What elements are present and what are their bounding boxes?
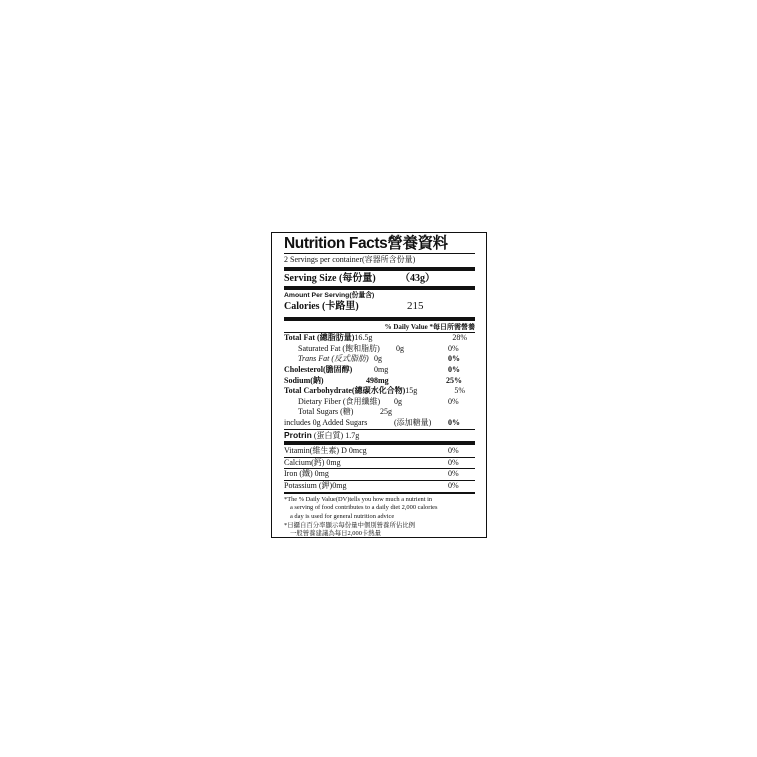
footnote-english (284, 496, 475, 522)
nutrient-amount: 0mg (374, 364, 389, 374)
nutrient-amount: 0g (394, 396, 402, 406)
nutrient-dv: 0% (448, 417, 460, 427)
vitamin-name: Calcium(鈣) 0mg (284, 457, 341, 467)
nutrient-amount: 15g (405, 386, 418, 396)
daily-value-header: % Daily Value *每日所需營養 (384, 322, 475, 331)
vitamin-dv: 0% (448, 446, 459, 456)
nutrient-amount: (蛋白質) 1.7g (313, 430, 360, 440)
nutrient-sodium (284, 376, 475, 387)
nutrient-dv: 0% (448, 364, 460, 374)
nutrient-dv: 0% (448, 343, 459, 353)
divider (284, 441, 475, 445)
footnote-line: *日攝自百分率顯示每份量中個別營養所佔比例 (284, 521, 416, 529)
vitamin-name: Vitamin(維生素) D 0mcg (284, 446, 367, 456)
nutrient-total-carbohydrate (284, 386, 475, 397)
divider (284, 267, 475, 271)
label-title: Nutrition Facts營養資料 (284, 235, 448, 252)
nutrient-amount: 16.5g (354, 333, 373, 343)
nutrient-name: Total Sugars (糖) (298, 407, 354, 417)
nutrient-added-sugars (284, 418, 475, 429)
nutrient-name: Cholesterol(膽固醇) (284, 364, 353, 374)
calories-row (284, 300, 475, 313)
nutrient-name: Sodium(鈉) (284, 375, 324, 385)
nutrition-facts-label (271, 232, 487, 538)
nutrient-amount: 498mg (366, 375, 389, 385)
vitamin-dv: 0% (448, 457, 459, 467)
footnote-chinese (284, 522, 475, 539)
vitamin-name: Iron (鐵) 0mg (284, 469, 329, 479)
serving-size-label: Serving Size (每份量) (284, 272, 376, 284)
nutrient-amount: 0g (396, 343, 404, 353)
calories-label: Calories (卡路里) (284, 300, 359, 312)
footnote-line: 一般營養建議為每日2,000卡熱量 (290, 530, 382, 538)
vitamin-name: Potassium (鉀)0mg (284, 480, 347, 490)
footnote-line: a day is used for general nutrition advice (290, 512, 395, 520)
nutrient-total-sugars (284, 407, 475, 418)
serving-size-row (284, 272, 475, 285)
nutrient-name: Total Fat (總脂肪量) (284, 333, 355, 343)
servings-per-container: 2 Servings per container(容器所含份量) (284, 255, 416, 264)
nutrient-total-fat (284, 333, 475, 344)
divider (284, 253, 475, 254)
serving-size-value: （43g） (400, 272, 435, 284)
nutrient-saturated-fat (284, 344, 475, 355)
nutrient-cholesterol (284, 365, 475, 376)
nutrient-dv: 28% (452, 333, 467, 343)
divider (284, 317, 475, 321)
divider (284, 286, 475, 290)
nutrient-name: Total Carbohydrate(總碳水化合物) (284, 386, 406, 396)
nutrient-dv: 5% (454, 386, 465, 396)
vitamin-dv: 0% (448, 469, 459, 479)
iron-row (284, 469, 475, 480)
nutrient-amount: 0g (374, 354, 382, 364)
vitamin-d-row (284, 446, 475, 457)
nutrient-name: Dietary Fiber (食用纖維) (298, 396, 381, 406)
vitamin-dv: 0% (448, 480, 459, 490)
calcium-row (284, 458, 475, 469)
nutrition-facts-content (284, 235, 475, 539)
amount-per-serving: Amount Per Serving(份量含) (284, 291, 375, 299)
footnote-line: *The % Daily Value(DV)tells you how much a nutrient in (284, 495, 433, 503)
nutrient-name: Protrin (284, 429, 312, 440)
nutrient-dietary-fiber (284, 397, 475, 408)
nutrient-amount: 25g (380, 407, 392, 417)
nutrient-protein (284, 430, 475, 442)
divider (284, 492, 475, 494)
nutrient-trans-fat (284, 354, 475, 365)
footnote-line: a serving of food contributes to a daily diet 2,000 calories (290, 504, 438, 512)
nutrient-amount: (添加糖量) (394, 417, 432, 427)
nutrient-name: Trans Fat (反式脂肪) (298, 354, 369, 364)
nutrient-dv: 0% (448, 396, 459, 406)
calories-value: 215 (407, 299, 424, 312)
potassium-row (284, 481, 475, 492)
nutrient-name: includes 0g Added Sugars (284, 417, 368, 427)
nutrient-name: Saturated Fat (飽和脂肪) (298, 343, 380, 353)
nutrient-dv: 0% (448, 354, 460, 364)
nutrient-dv: 25% (446, 375, 462, 385)
